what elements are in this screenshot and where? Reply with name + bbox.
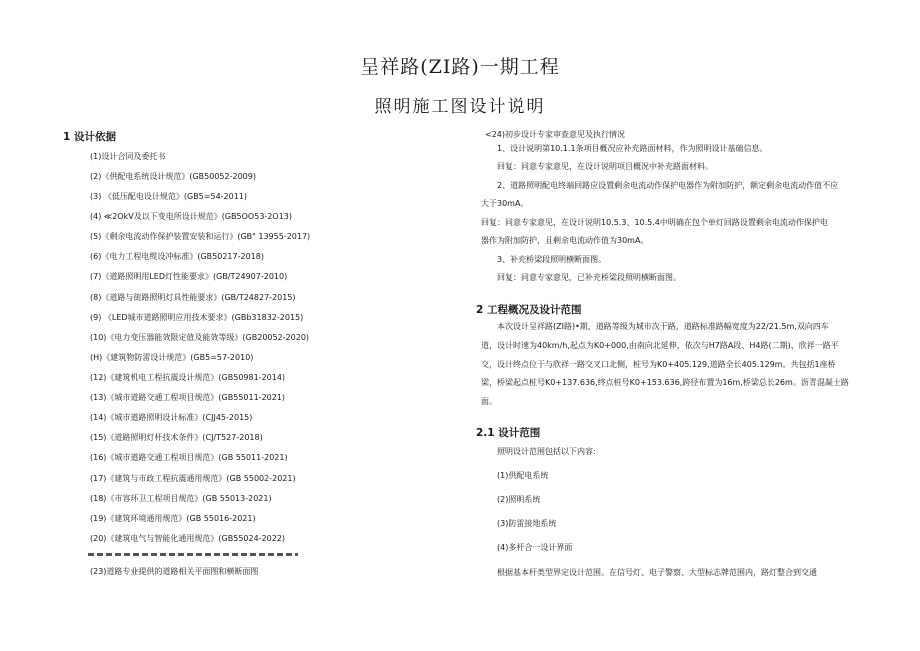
list-item: (6)《电力工程电缆设冲标准》(GB50217-2018) — [90, 252, 264, 261]
overview-line: 道，设计时速为40km/h,起点为K0+000,由南向北延伸，依次与H7路A段、H4路(二期)、欣祥一路平 — [481, 341, 839, 350]
section-2-heading: 2 工程概况及设计范围 — [476, 304, 582, 316]
list-item: (2)《供配电系统设计规范》(GB50052-2009) — [90, 172, 256, 181]
list-item: (1)设计合同及委托书 — [90, 152, 166, 161]
list-item: (H)《建筑物防雷设计规范》(GB5=57-2010) — [90, 353, 254, 362]
review-line: 1、设计说明第10.1.1条项目概况应补充路面材料，作为照明设计基础信息。 — [497, 144, 768, 153]
overview-line: 面。 — [481, 397, 497, 406]
review-line: 2、道路照明配电终端回路应设置剩余电流动作保护电器作为附加防护，额定剩余电流动作值不应 — [497, 181, 839, 190]
list-item: (8)《道路与街路照明灯具性能要求》(GB/T24827-2015) — [90, 293, 296, 302]
list-item: (19)《建筑环境通用规范》(GB 55016-2021) — [90, 514, 256, 523]
overview-line: 本次设计呈祥路(ZI路)•期，道路等级为城市次干路，道路标准路幅宽度为22/21.5m,双向四车 — [497, 322, 829, 331]
list-item: (20)《建筑电气与智能化通用规范》(GB55024-2022) — [90, 534, 286, 543]
overview-line: 交，设计终点位于与欣祥一路交叉口北侧，桩号为K0+405.129,道路全长405.129m。共包括1座桥 — [481, 360, 836, 369]
list-item: (14)《城市道路照明设计标准》(CJJ45-2015) — [90, 413, 253, 422]
list-item: (23)道路专业提供的道路相关平面图和横断面图 — [90, 567, 259, 576]
clipped-line-fragment — [88, 553, 298, 556]
list-item: (1)供配电系统 — [497, 471, 549, 480]
section-2-1-heading: 2.1 设计范围 — [476, 427, 541, 439]
review-line: 大于30mA。 — [481, 199, 529, 208]
list-item: (13)《城市道路交通工程项目规范》(GB55011-2021) — [90, 393, 286, 402]
list-item: (4) ≪2OkV及以下变电所设计规范》(GB5OO53-2O13) — [90, 212, 292, 221]
list-item: (3) 《低压配电设计规范》(GB5=54-2011) — [90, 192, 248, 201]
list-item: (3)防雷接地系统 — [497, 519, 557, 528]
scope-intro: 照明设计范围包括以下内容: — [497, 447, 596, 456]
list-item: (10)《电力变压器能效限定值及能效等级》(GB20052-2020) — [90, 333, 310, 342]
document-subtitle: 照明施工图设计说明 — [374, 97, 546, 117]
list-item: (15)《道路照明灯杆技术条件》(CJ/T527-2018) — [90, 433, 263, 442]
list-item: (16)《城市道路交通工程项目规范》(GB 55011-2021) — [90, 453, 288, 462]
overview-line: 梁，桥梁起点桩号K0+137.636,终点桩号K0+153.636,跨径布置为16m,桥梁总长26m。沥青混凝土路 — [481, 378, 849, 387]
review-line: 回复：同意专家意见，在设计说明项目概况中补充路面材料。 — [497, 162, 713, 171]
review-line: 回复：同意专家意见，已补充桥梁段照明横断面图。 — [497, 273, 681, 282]
review-heading: <24)初步设计专家审查意见及执行情况 — [485, 130, 626, 139]
list-item: (17)《建筑与市政工程抗震通用规范》(GB 55002-2021) — [90, 474, 296, 483]
list-item: (2)照明系统 — [497, 495, 541, 504]
section-1-heading: 1 设计依据 — [63, 131, 116, 143]
review-line: 回复：同意专家意见，在设计说明10.5.3、10.5.4中明确在包个单灯回路设置剩余电流动作保护电 — [481, 218, 828, 227]
list-item: (5)《剩余电流动作保护装置安装和运行》(GB" 13955-2017) — [90, 232, 311, 241]
list-item: (9) 《LED城市道路照明应用技术要求》(GBb31832-2015) — [90, 313, 304, 322]
list-item: (18)《市容环卫工程项目规范》(GB 55013-2021) — [90, 494, 272, 503]
review-line: 3、补充桥梁段照明横断面图。 — [497, 255, 607, 264]
document-title: 呈祥路(ZI路)一期工程 — [360, 56, 560, 78]
list-item: (4)多杆合一设计界面 — [497, 543, 573, 552]
review-line: 器作为附加防护，且剩余电流动作值为30mA。 — [481, 236, 649, 245]
list-item: (7)《道路照明用LED灯性能要求》(GB/T24907-2010) — [90, 272, 288, 281]
list-item: (12)《建筑机电工程抗震设计规范》(GB50981-2014) — [90, 373, 286, 382]
scope-last-line: 根据基本杆类型界定设计范围。在信号灯、电子警察、大型标志牌范围内，路灯整合到交通 — [497, 568, 817, 577]
